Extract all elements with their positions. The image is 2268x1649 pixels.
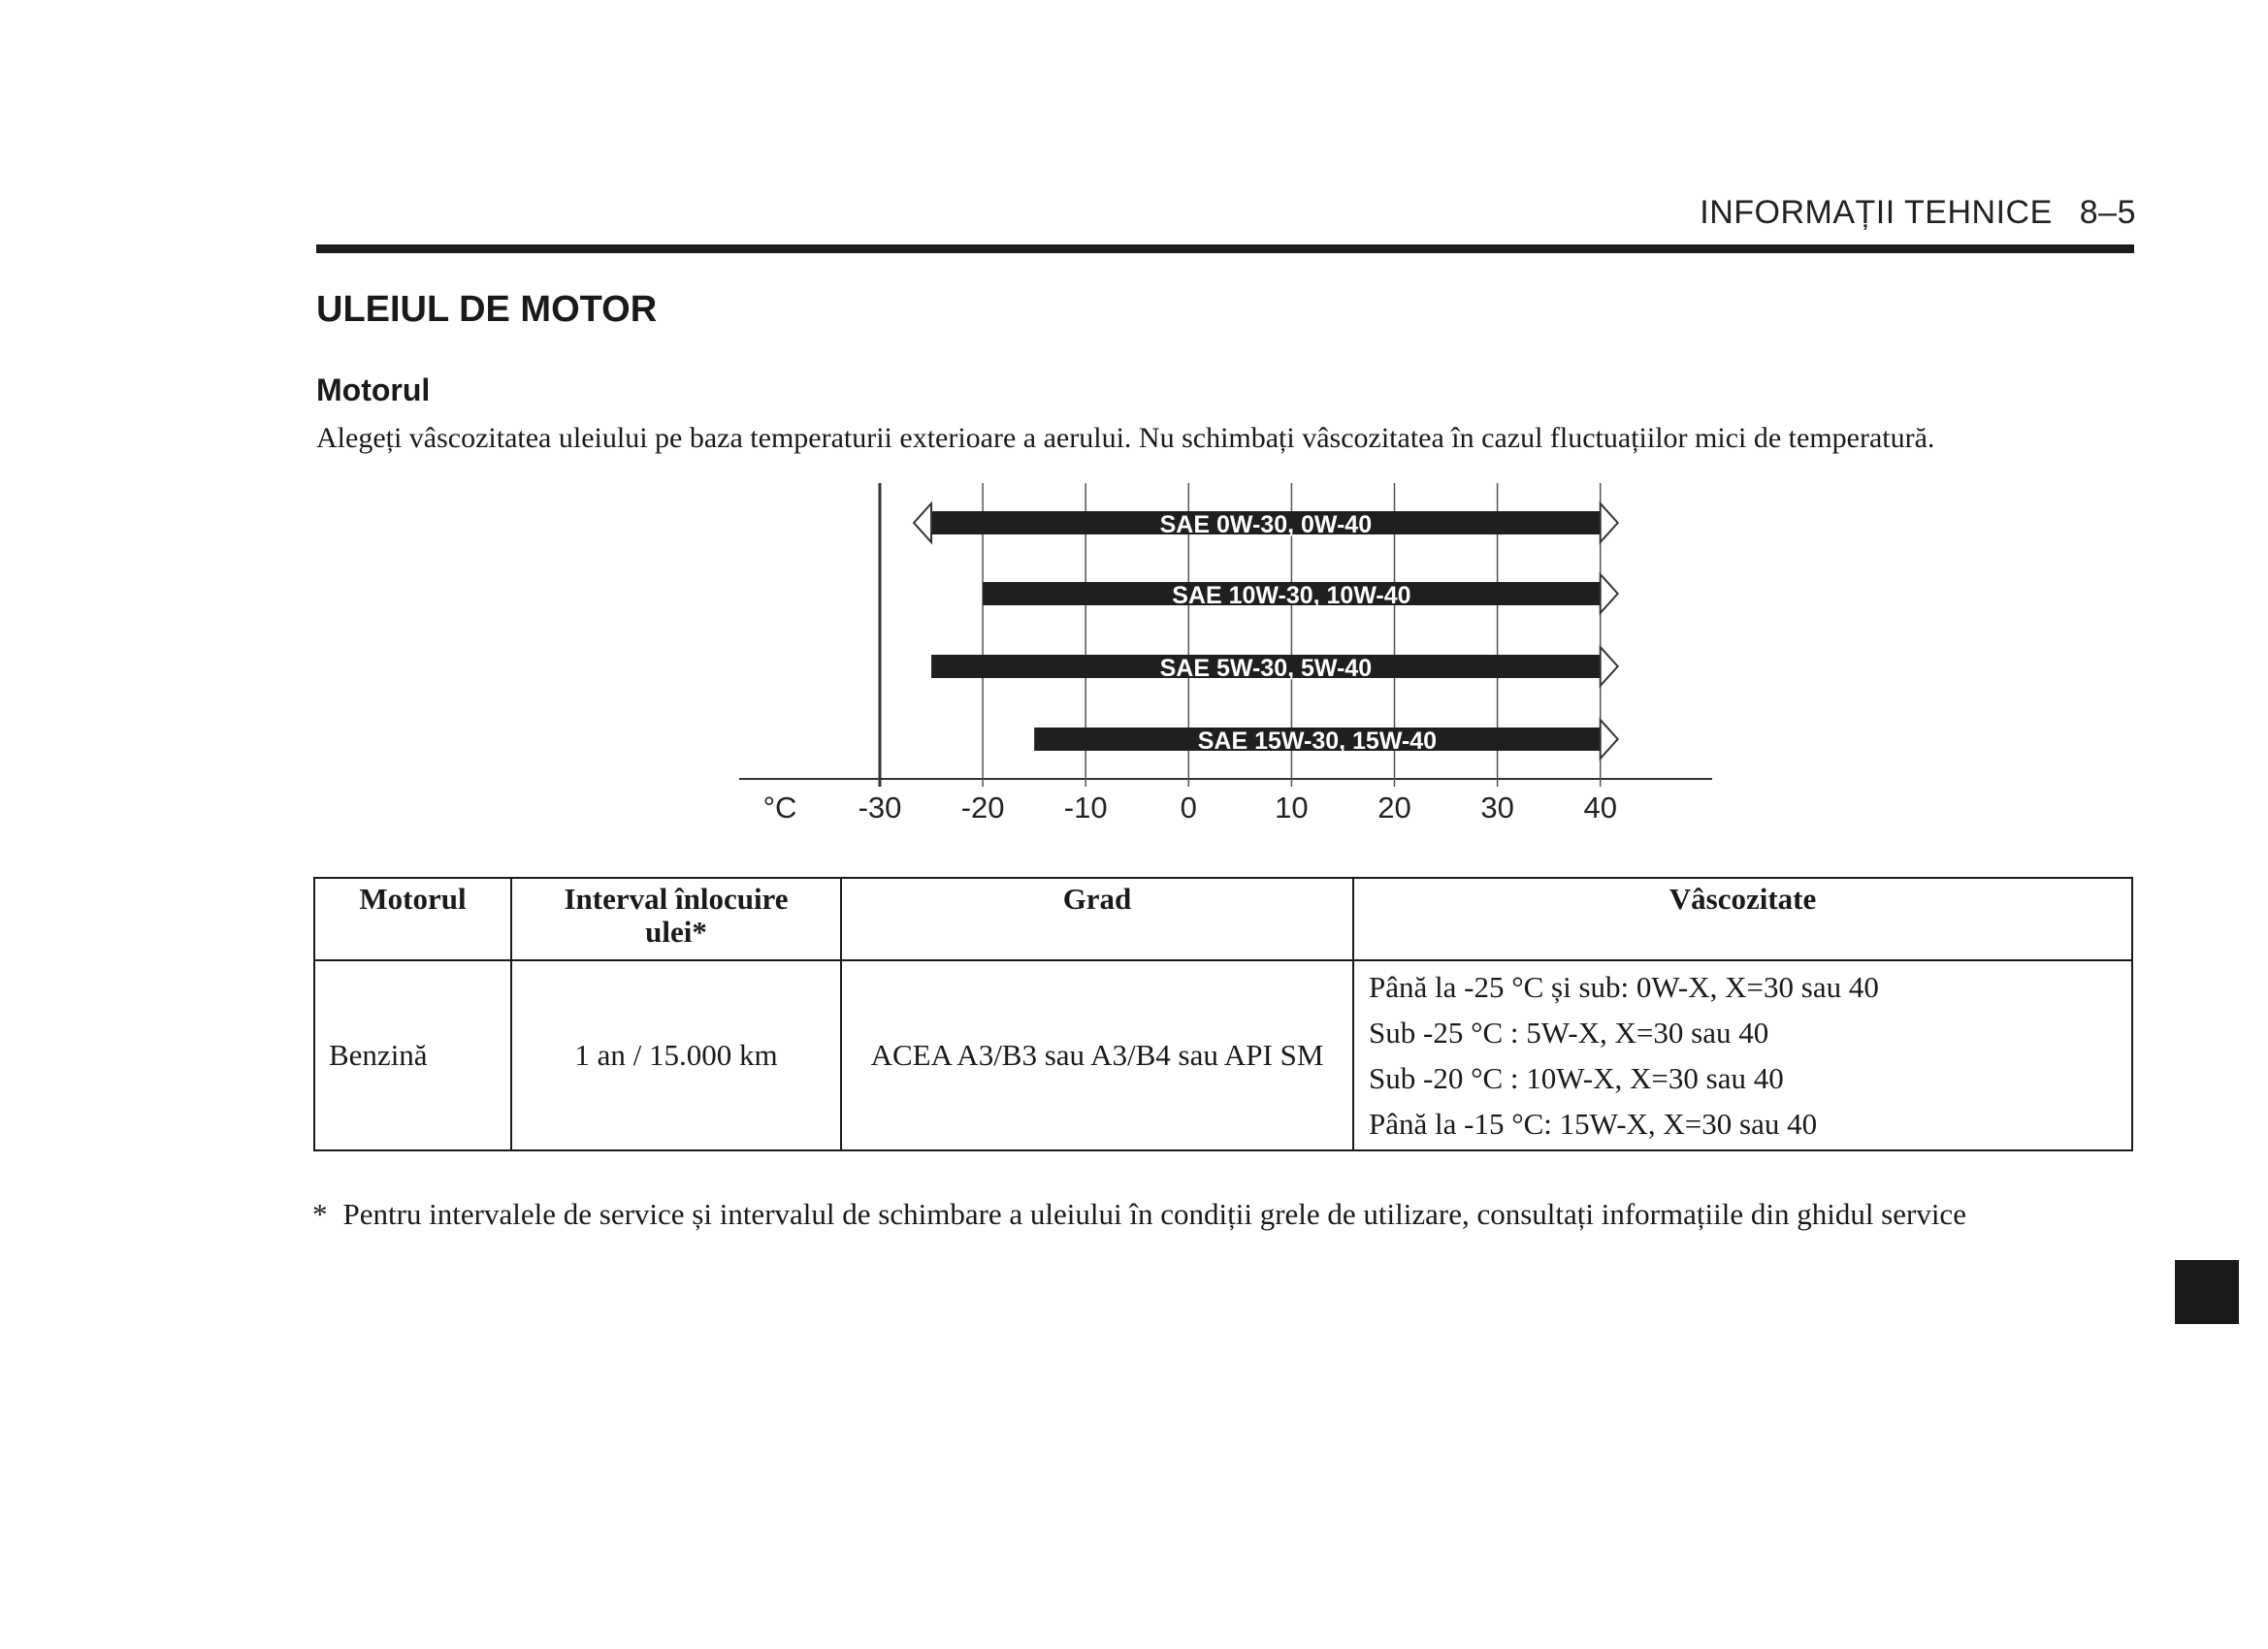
cell-viscosity — [1353, 960, 2132, 1150]
x-tick-label: 40 — [1583, 791, 1617, 824]
x-tick-label: -30 — [858, 791, 902, 824]
viscosity-range-label: SAE 5W-30, 5W-40 — [1159, 655, 1373, 682]
cell-motor: Benzină — [314, 960, 511, 1150]
footnote-mark: * — [312, 1197, 328, 1231]
intro-paragraph: Alegeți vâscozitatea uleiului pe baza temperaturii exterioare a aerului. Nu schimbați vâscozitatea în cazul fluctuațiilor mici de temperatură. — [316, 422, 1935, 454]
range-arrow-right — [1601, 574, 1618, 613]
chapter-edge-tab — [2175, 1260, 2239, 1324]
footnote-text: Pentru intervalele de service și intervalul de schimbare a uleiului în condiții grele de utilizare, consultați informațiile din ghidul service — [342, 1197, 1966, 1231]
viscosity-line: Sub -25 °C : 5W-X, X=30 sau 40 — [1369, 1016, 1769, 1050]
header-grad: Grad — [841, 878, 1353, 960]
viscosity-range-label: SAE 15W-30, 15W-40 — [1197, 728, 1438, 755]
oil-spec-table — [313, 877, 2133, 1151]
viscosity-line: Sub -20 °C : 10W-X, X=30 sau 40 — [1369, 1061, 1784, 1095]
footnote — [312, 1197, 1966, 1232]
page-number: 8–5 — [2079, 194, 2136, 231]
range-arrow-right — [1601, 503, 1618, 542]
x-axis-unit: °C — [762, 791, 797, 824]
section-title: ULEIUL DE MOTOR — [316, 289, 658, 330]
header-viscosity: Vâscozitate — [1353, 878, 2132, 960]
x-tick-label: 20 — [1377, 791, 1411, 824]
x-tick-label: 10 — [1275, 791, 1309, 824]
viscosity-line: Până la -15 °C: 15W-X, X=30 sau 40 — [1369, 1107, 1818, 1141]
viscosity-range-label: SAE 10W-30, 10W-40 — [1172, 582, 1411, 609]
viscosity-range-label: SAE 0W-30, 0W-40 — [1159, 511, 1373, 538]
header-motor: Motorul — [314, 878, 511, 960]
range-arrow-left — [914, 503, 931, 542]
subsection-title: Motorul — [316, 372, 431, 407]
x-tick-label: 0 — [1180, 791, 1197, 824]
cell-interval: 1 an / 15.000 km — [511, 960, 841, 1150]
header-section-title: INFORMAȚII TEHNICE — [1700, 194, 2053, 231]
x-tick-label: 30 — [1480, 791, 1514, 824]
header-interval-line1: Interval înlocuire — [564, 882, 789, 916]
range-arrow-right — [1601, 647, 1618, 686]
header-interval-line2: ulei* — [645, 915, 707, 950]
x-tick-label: -10 — [1063, 791, 1108, 824]
x-tick-label: -20 — [960, 791, 1005, 824]
table-header-row — [314, 878, 2132, 960]
cell-grad: ACEA A3/B3 sau A3/B4 sau API SM — [841, 960, 1353, 1150]
table-row — [314, 960, 2132, 1150]
range-arrow-right — [1601, 720, 1618, 759]
viscosity-line: Până la -25 °C și sub: 0W-X, X=30 sau 40 — [1369, 970, 1879, 1004]
header-interval — [511, 878, 841, 960]
